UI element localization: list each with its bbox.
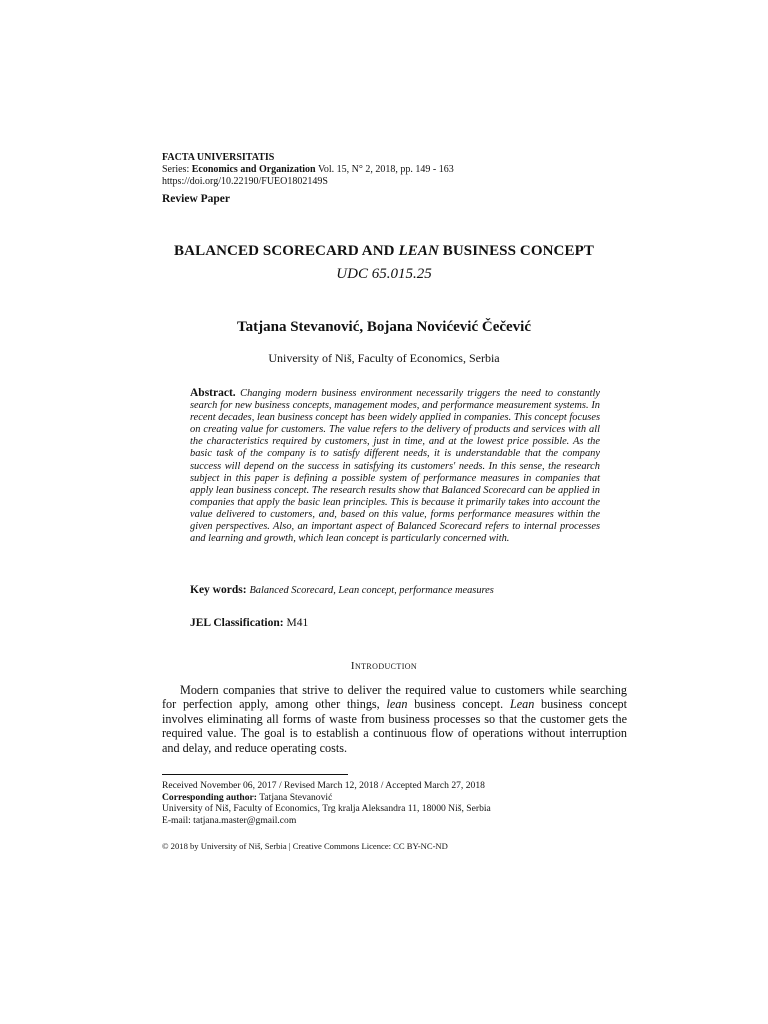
journal-series: Series: Economics and Organization Vol. 15, N° 2, 2018, pp. 149 - 163	[162, 164, 454, 175]
jel-label: JEL Classification:	[190, 617, 284, 629]
journal-doi[interactable]: https://doi.org/10.22190/FUEO1802149S	[162, 176, 328, 187]
footnote	[162, 780, 491, 826]
jel-value: M41	[286, 617, 309, 629]
abstract: Abstract. Changing modern business environment necessarily triggers the need to constantly search for new business concepts, management modes, and performance measurement systems. In recent decades, lean business concept has been widely applied in companies. This concept focuses on creating value for customers. The value refers to the delivery of products and services with all the characteristics required by customers, just in time, and at the lowest price possible. As the basic task of the company is to satisfy different needs, it is understandable that the company success will depend on the success in satisfying its customers' needs. In this sense, the research subject in this paper is defining a possible system of performance measures in companies that apply lean business concept. The research results show that Balanced Scorecard can be applied in companies that apply the basic lean principles. This is because it primarily takes into account the value delivered to customers, and, based on this value, forms performance measures within the given perspectives. Also, an important aspect of Balanced Scorecard refers to internal processes and learning and growth, which lean concept is particularly concerned with.	[190, 387, 601, 545]
paper-type: Review Paper	[162, 193, 231, 205]
abstract-text: Changing modern business environment necessarily triggers the need to constantly search for new business concepts, management modes, and performance measurement systems. In recent decades, lean business concept has been widely applied in companies. This concept focuses on creating value for customers. The value refers to the delivery of products and services with all the characteristics required by customers, just in time, and at the lowest price possible. As the basic task of the company is to satisfy different needs, it is understandable that the company success will depend on the success in satisfying its customers' needs. In this sense, the research subject in this paper is defining a possible system of performance measures in companies that apply lean business concept. The research results show that Balanced Scorecard can be applied in companies that apply the basic lean principles. This is because it primarily takes into account the value delivered to customers, and, based on this value, forms performance measures within the given perspectives. Also, an important aspect of Balanced Scorecard refers to internal processes and learning and growth, which lean concept is particularly concerned with.	[190, 388, 601, 545]
abstract-label: Abstract	[190, 387, 233, 399]
author-affiliation: University of Niš, Faculty of Economics, Serbia	[268, 351, 500, 365]
paper-authors: Tatjana Stevanović, Bojana Novićević Čečević	[237, 319, 531, 335]
keywords-value: Balanced Scorecard, Lean concept, performance measures	[249, 585, 494, 596]
journal-header	[162, 152, 454, 188]
section-heading: Introduction	[350, 660, 418, 672]
keywords: Key words: Balanced Scorecard, Lean concept, performance measures	[190, 584, 494, 596]
received-dates: Received November 06, 2017 / Revised March 12, 2018 / Accepted March 27, 2018	[162, 780, 485, 791]
jel-classification	[190, 617, 308, 629]
author-email[interactable]: E-mail: tatjana.master@gmail.com	[162, 814, 297, 826]
author-address: University of Niš, Faculty of Economics, Trg kralja Aleksandra 11, 18000 Niš, Serbia	[162, 803, 491, 814]
intro-paragraph: Modern companies that strive to deliver the required value to customers while searching for perfection apply, among other things, lean business concept. Lean business concept involves eliminating all forms of waste from business processes so that the customer gets the required value. The goal is to establish a continuous flow of operations without interruption and delay, and reduce operating costs.	[162, 683, 628, 755]
udc-code: UDC 65.015.25	[336, 266, 432, 282]
keywords-label: Key words	[190, 584, 243, 596]
paper-title: BALANCED SCORECARD AND LEAN BUSINESS CONCEPT	[174, 243, 594, 259]
journal-name: FACTA UNIVERSITATIS	[162, 152, 275, 163]
series-name: Economics and Organization	[191, 164, 316, 175]
license-line: © 2018 by University of Niš, Serbia | Creative Commons Licence: CC BY-NC-ND	[162, 841, 448, 851]
footnote-rule	[162, 774, 348, 775]
corresponding-author: Corresponding author: Tatjana Stevanović	[162, 791, 333, 803]
